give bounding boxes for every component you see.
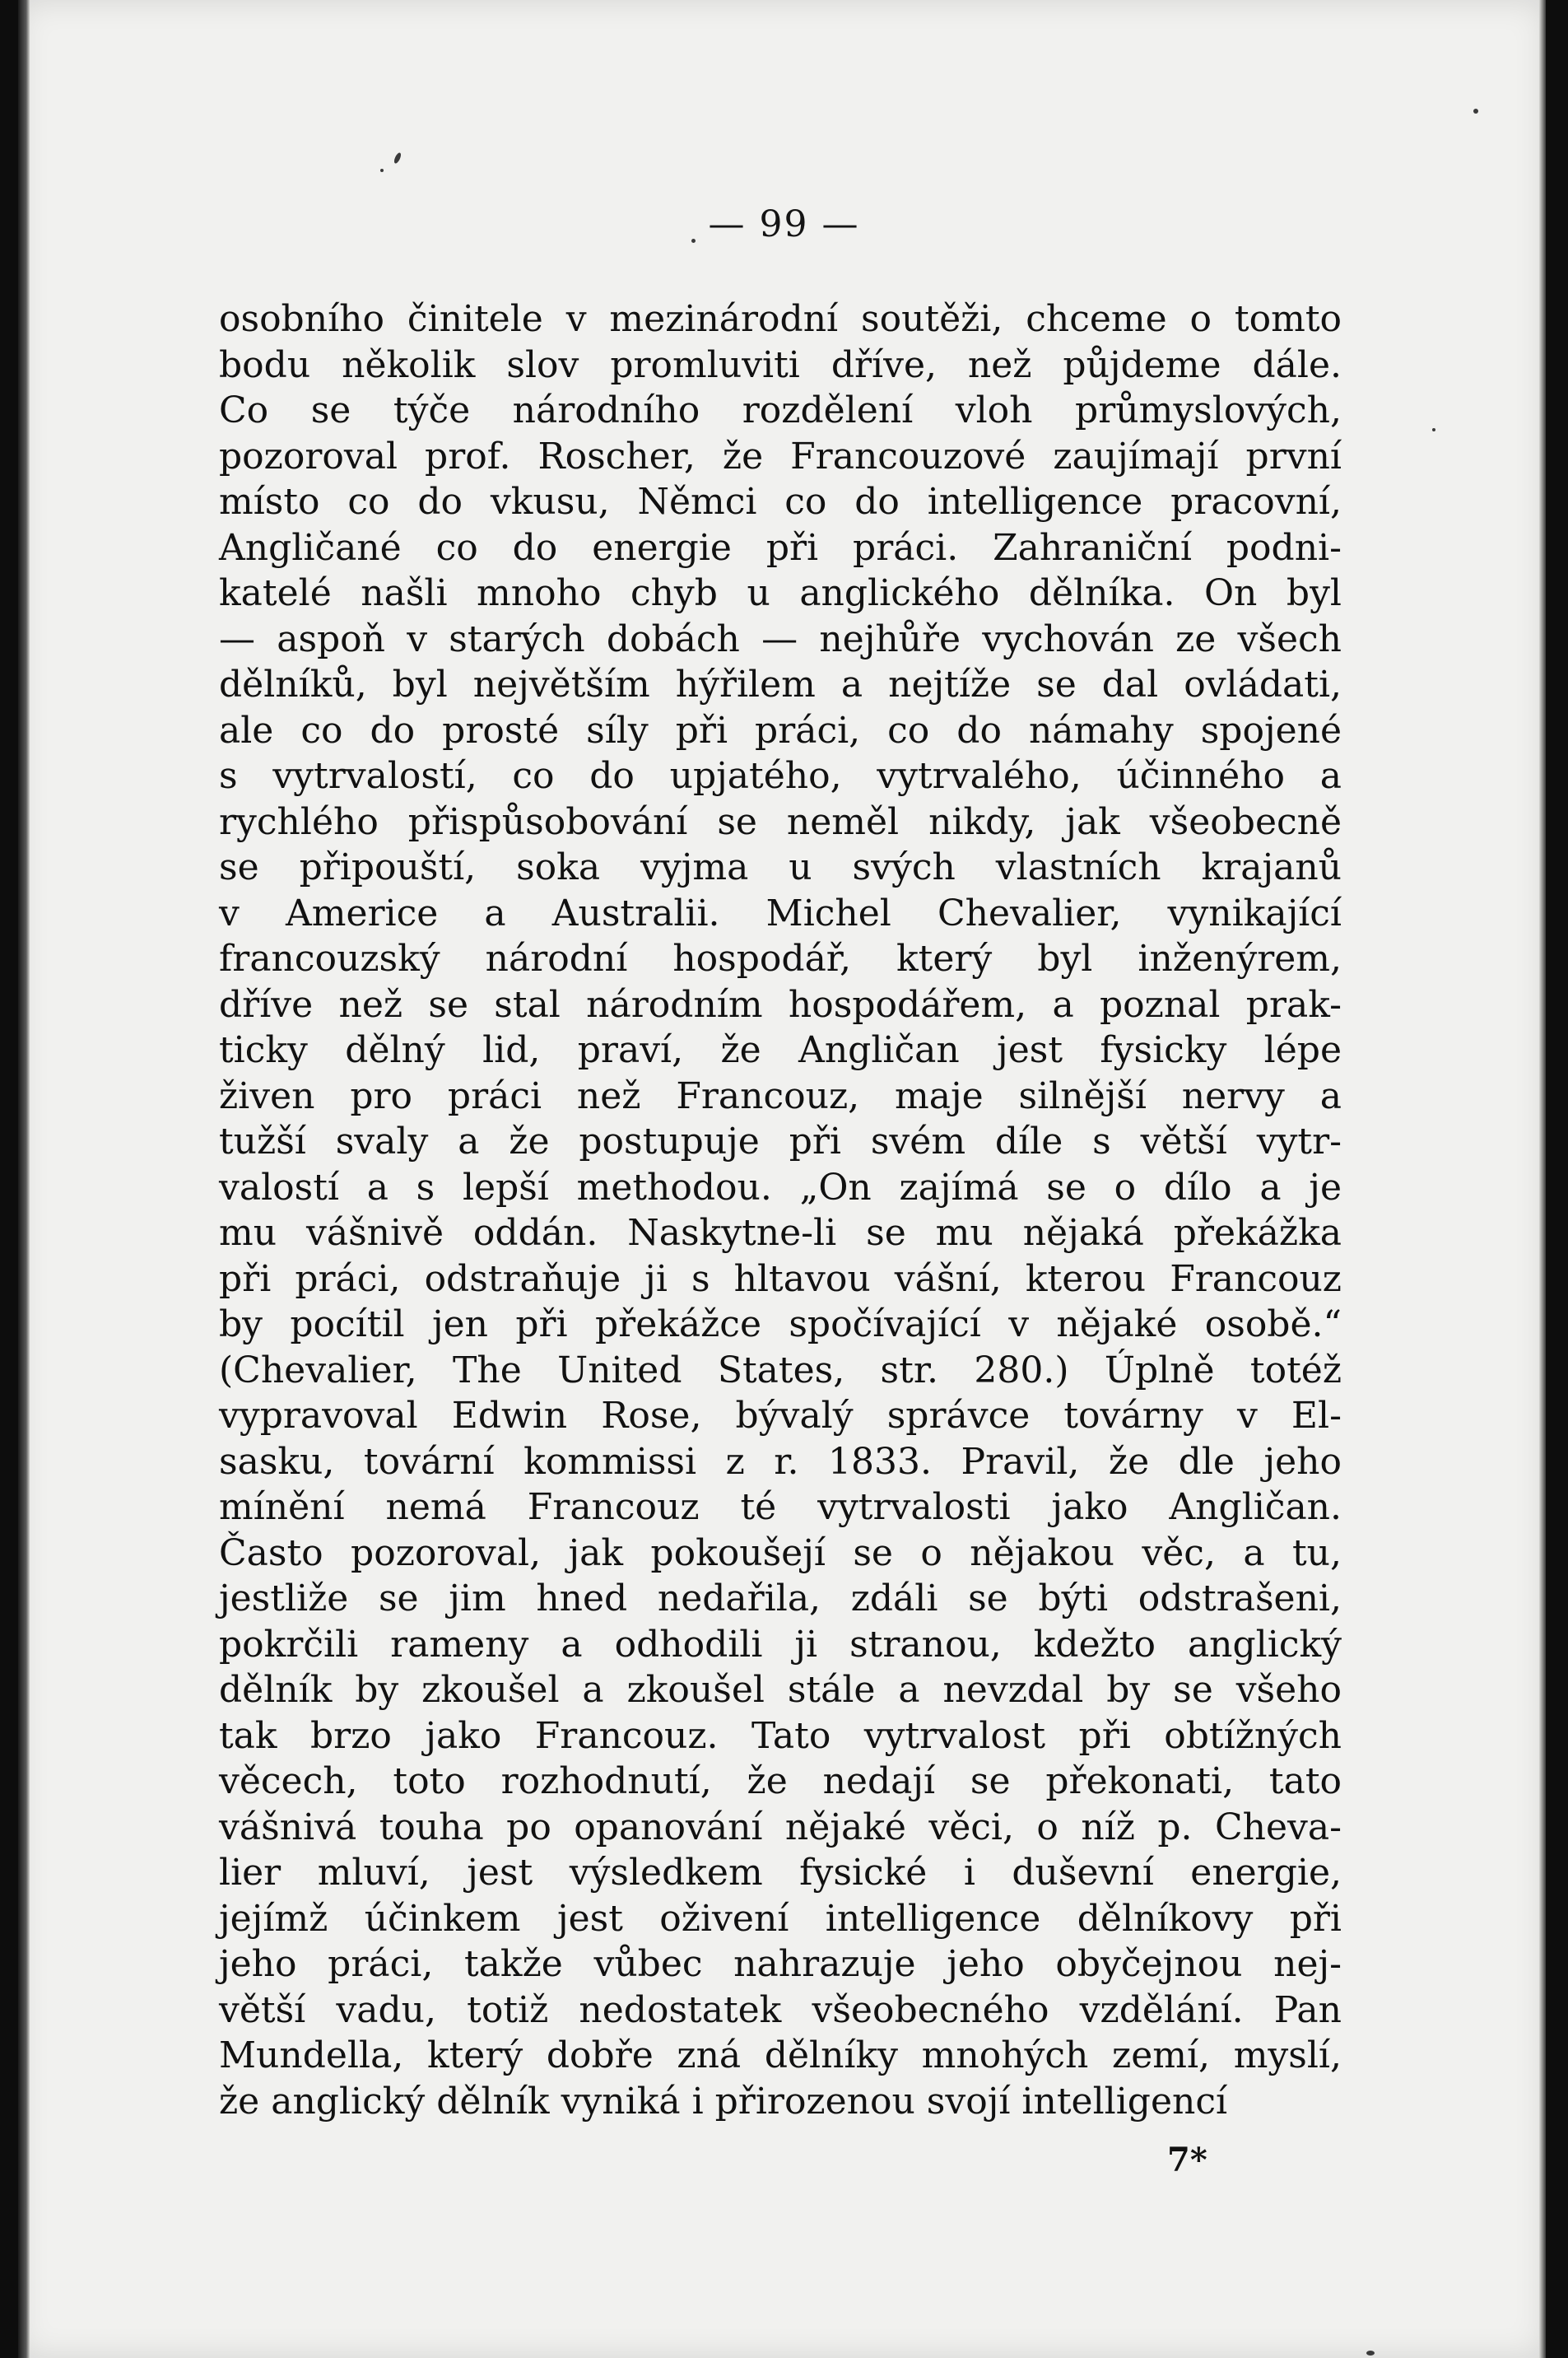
- text-line: rychlého přispůsobování se neměl nikdy, jak všeobecně: [219, 800, 1342, 843]
- text-line: při práci, odstraňuje ji s hltavou vášní, kterou Francouz: [219, 1257, 1342, 1300]
- page-number: — 99 —: [708, 203, 860, 245]
- page-spine-shadow: [18, 0, 30, 2358]
- text-line: ticky dělný lid, praví, že Angličan jest fysicky lépe: [219, 1029, 1342, 1071]
- dust-speck: [1473, 109, 1478, 114]
- text-line: větší vadu, totiž nedostatek všeobecného vzdělání. Pan: [219, 1988, 1342, 2031]
- text-line: s vytrvalostí, co do upjatého, vytrvalého, účinného a: [219, 755, 1342, 797]
- text-line: pozoroval prof. Roscher, že Francouzové zaujímají první: [219, 435, 1342, 478]
- text-line: francouzský národní hospodář, který byl inženýrem,: [219, 938, 1342, 980]
- text-line: věcech, toto rozhodnutí, že nedají se překonati, tato: [219, 1760, 1342, 1802]
- text-line: že anglický dělník vyniká i přirozenou svojí intelligencí: [219, 2080, 1228, 2123]
- text-line: Angličané co do energie při práci. Zahraniční podni-: [219, 526, 1342, 569]
- text-line: jejímž účinkem jest oživení intelligence dělníkovy při: [219, 1897, 1342, 1940]
- signature-mark: 7*: [1167, 2141, 1207, 2179]
- text-line: lier mluví, jest výsledkem fysické i duševní energie,: [219, 1852, 1342, 1894]
- text-line: jeho práci, takže vůbec nahrazuje jeho obyčejnou nej-: [219, 1943, 1342, 1985]
- text-line: osobního činitele v mezinárodní soutěži, chceme o tomto: [219, 298, 1342, 340]
- text-line: pokrčili rameny a odhodili ji stranou, kdežto anglický: [219, 1623, 1342, 1666]
- text-line: dříve než se stal národním hospodářem, a poznal prak-: [219, 983, 1342, 1026]
- text-line: katelé našli mnoho chyb u anglického dělníka. On byl: [219, 572, 1342, 614]
- text-line: bodu několik slov promluviti dříve, než půjdeme dále.: [219, 343, 1342, 386]
- text-line: mínění nemá Francouz té vytrvalosti jako Angličan.: [219, 1486, 1342, 1528]
- text-line: vypravoval Edwin Rose, bývalý správce továrny v El-: [219, 1395, 1342, 1437]
- text-line: tak brzo jako Francouz. Tato vytrvalost při obtížných: [219, 1714, 1342, 1757]
- text-line: jestliže se jim hned nedařila, zdáli se býti odstrašeni,: [219, 1577, 1342, 1619]
- dust-speck: [1432, 428, 1435, 431]
- text-line: by pocítil jen při překážce spočívající v nějaké osobě.“: [219, 1303, 1342, 1345]
- body-text: [219, 296, 1342, 2124]
- text-line: (Chevalier, The United States, str. 280.) Úplně totéž: [219, 1349, 1342, 1391]
- text-line: Co se týče národního rozdělení vloh průmyslových,: [219, 389, 1342, 431]
- text-line: Mundella, který dobře zná dělníky mnohých zemí, myslí,: [219, 2034, 1342, 2076]
- text-line: místo co do vkusu, Němci co do intelligence pracovní,: [219, 481, 1342, 523]
- text-line: ale co do prosté síly při práci, co do námahy spojené: [219, 709, 1342, 752]
- text-line: vášnivá touha po opanování nějaké věci, o níž p. Cheva-: [219, 1806, 1342, 1848]
- text-line: Často pozoroval, jak pokoušejí se o nějakou věc, a tu,: [219, 1531, 1342, 1574]
- text-line: sasku, tovární kommissi z r. 1833. Pravil, že dle jeho: [219, 1440, 1342, 1483]
- text-line: se připouští, soka vyjma u svých vlastních krajanů: [219, 846, 1342, 888]
- text-line: — aspoň v starých dobách — nejhůře vychován ze všech: [219, 617, 1342, 660]
- dust-speck: [691, 239, 696, 243]
- dust-speck: [1366, 2351, 1375, 2356]
- page-right-edge: [1539, 0, 1546, 2358]
- text-line: živen pro práci než Francouz, maje silnější nervy a: [219, 1074, 1342, 1117]
- text-line: mu vášnivě oddán. Naskytne-li se mu nějaká překážka: [219, 1212, 1342, 1254]
- text-line: valostí a s lepší methodou. „On zajímá se o dílo a je: [219, 1166, 1342, 1209]
- text-line: dělníků, byl největším hýřilem a nejtíže se dal ovládati,: [219, 664, 1342, 706]
- dust-speck: [380, 169, 384, 172]
- text-line: dělník by zkoušel a zkoušel stále a nevzdal by se všeho: [219, 1669, 1342, 1711]
- text-line: v Americe a Australii. Michel Chevalier, vynikající: [219, 892, 1342, 934]
- text-line: tužší svaly a že postupuje při svém díle s větší vytr-: [219, 1121, 1342, 1163]
